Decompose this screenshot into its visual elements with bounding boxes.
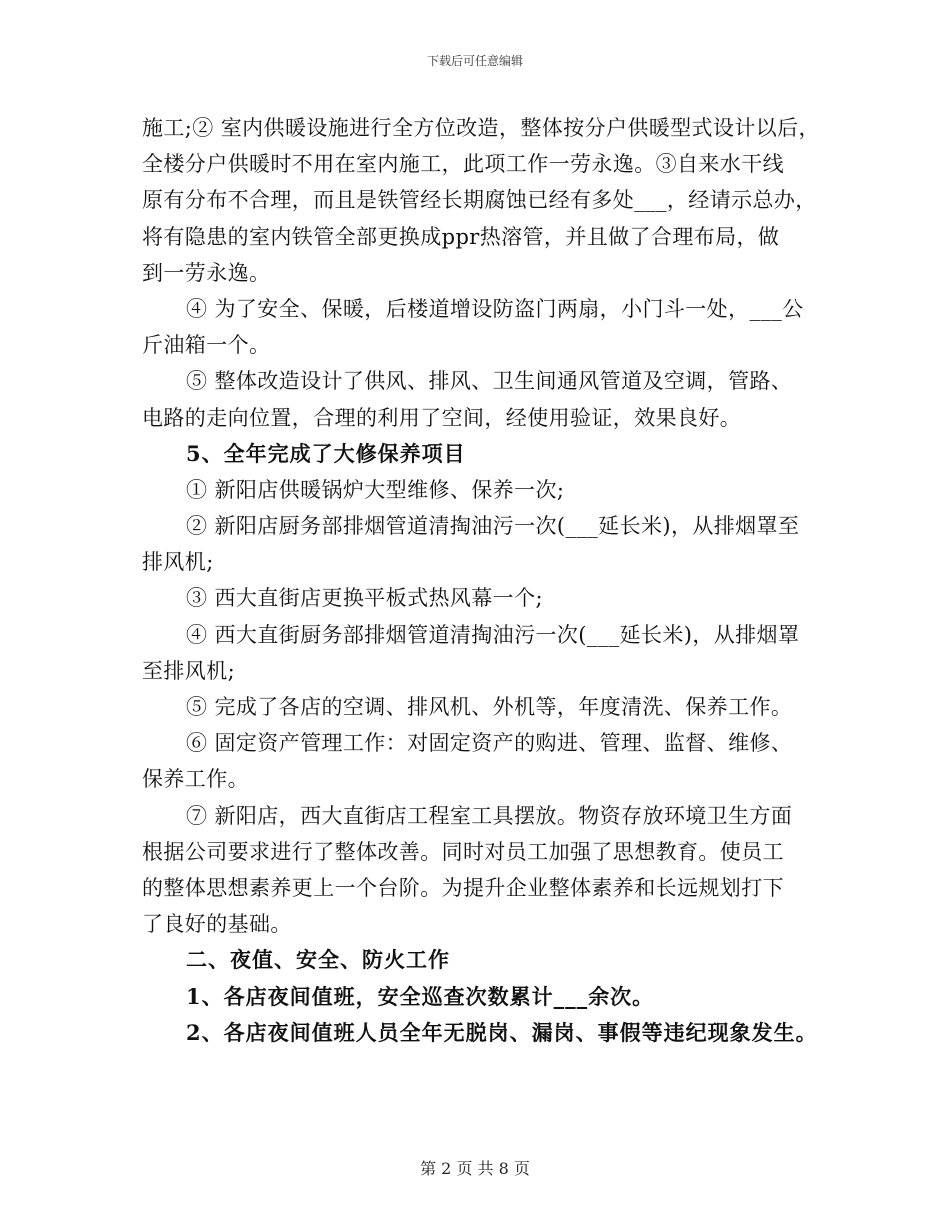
list-item: ④ 西大直街厨务部排烟管道清掏油污一次(___延长米)，从排烟罩: [186, 622, 800, 647]
page-footer: 第 2 页 共 8 页: [420, 1159, 530, 1178]
body-line: 斤油箱一个。: [142, 333, 271, 358]
bold-list-item: 2、各店夜间值班人员全年无脱岗、漏岗、事假等违纪现象发生。: [186, 1019, 818, 1045]
bold-list-item: 1、各店夜间值班，安全巡查次数累计___余次。: [186, 983, 655, 1009]
body-line: ⑤ 整体改造设计了供风、排风、卫生间通风管道及空调，管路、: [186, 369, 793, 394]
body-line: 根据公司要求进行了整体改善。同时对员工加强了思想教育。使员工: [142, 839, 784, 864]
list-item: ③ 西大直街店更换平板式热风幕一个;: [186, 586, 543, 611]
body-line: 全楼分户供暖时不用在室内施工，此项工作一劳永逸。③自来水干线: [142, 152, 784, 177]
body-line: 到一劳永逸。: [142, 260, 271, 285]
body-line: 保养工作。: [142, 767, 249, 792]
list-item: ⑦ 新阳店，西大直街店工程室工具摆放。物资存放环境卫生方面: [186, 803, 793, 828]
body-line: 的整体思想素养更上一个台阶。为提升企业整体素养和长远规划打下: [142, 875, 784, 900]
body-line: 至排风机;: [142, 658, 236, 683]
body-line: 排风机;: [142, 550, 214, 575]
body-line: 了良好的基础。: [142, 912, 292, 937]
body-line: 将有隐患的室内铁管全部更换成ppr热溶管，并且做了合理布局，做: [142, 224, 780, 249]
document-body: [142, 110, 832, 1051]
page-header: 下载后可任意编辑: [426, 54, 523, 68]
list-item: ⑤ 完成了各店的空调、排风机、外机等，年度清洗、保养工作。: [186, 695, 793, 719]
list-item: ② 新阳店厨务部排烟管道清掏油污一次(___延长米)，从排烟罩至: [186, 514, 800, 539]
list-item: ① 新阳店供暖锅炉大型维修、保养一次;: [186, 477, 565, 502]
section-heading: 二、夜值、安全、防火工作: [186, 947, 450, 973]
list-item: ⑥ 固定资产管理工作：对固定资产的购进、管理、监督、维修、: [186, 731, 793, 756]
body-line: 原有分布不合理，而且是铁管经长期腐蚀已经有多处___，经请示总办，: [142, 188, 817, 213]
body-line: ④ 为了安全、保暖，后楼道增设防盗门两扇，小门斗一处，___公: [186, 296, 804, 321]
body-line: 电路的走向位置，合理的利用了空间，经使用验证，效果良好。: [142, 405, 742, 430]
body-line: 施工;② 室内供暖设施进行全方位改造，整体按分户供暖型式设计以后，: [142, 116, 820, 140]
section-heading: 5、全年完成了大修保养项目: [186, 440, 466, 466]
